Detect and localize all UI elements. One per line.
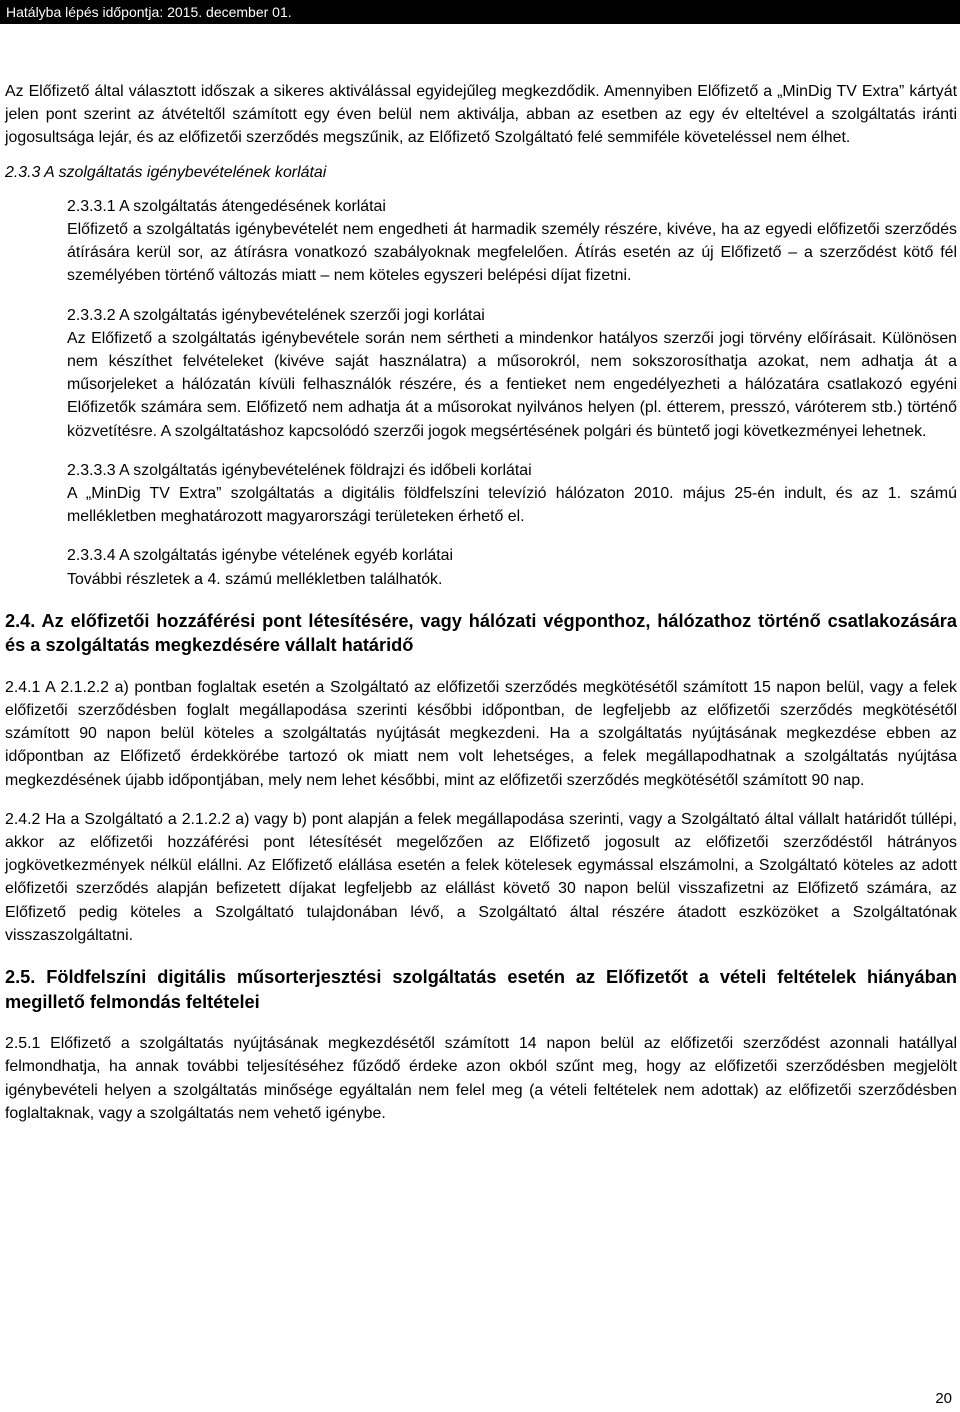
- document-content: [5, 80, 957, 1125]
- item-2-3-3-3-heading: 2.3.3.3 A szolgáltatás igénybevételének földrajzi és időbeli korlátai: [67, 461, 532, 479]
- section-2-3-3-title: 2.3.3 A szolgáltatás igénybevételének korlátai: [5, 163, 327, 181]
- item-2-3-3-4-paragraph: További részletek a 4. számú mellékletben találhatók.: [67, 570, 443, 588]
- paragraph-2-4-2: 2.4.2 Ha a Szolgáltató a 2.1.2.2 a) vagy b) pont alapján a felek megállapodása szerinti, vagy a Szolgáltató által vállalt határidőt túllépi, akkor az előfizetői hozzáférési pont létesítését megelőzően az Előfizető jogosult az előfizetői szerződéstől hátrányos jogkövetkezmények nélkül elállni. Az Előfizető elállása esetén a felek kötelesek egymással elszámolni, a Szolgáltató köteles az adott előfizetői szerződés alapján befizetett díjakat legfeljebb az elállást követő 30 napon belül visszafizetni az Előfizető számára, az Előfizető pedig köteles a Szolgáltató tulajdonában lévő, a Szolgáltató által részére átadott eszközöket a Szolgáltatónak visszaszolgáltatni.: [5, 810, 957, 944]
- effective-date-text: Hatályba lépés időpontja: 2015. december 01.: [6, 4, 292, 20]
- item-2-3-3-1-heading: 2.3.3.1 A szolgáltatás átengedésének korlátai: [67, 197, 386, 215]
- paragraph-2-5-1: 2.5.1 Előfizető a szolgáltatás nyújtásának megkezdésétől számított 14 napon belül az előfizetői szerződést azonnali hatállyal felmondhatja, ha annak további teljesítéséhez fűződő érdeke azon okból szűnt meg, hogy az előfizetői szerződésben megjelölt igénybevételi helyen a szolgáltatás minősége egyáltalán nem felel meg (a vételi feltételek nem adottak) az előfizetői szerződésben foglaltaknak, vagy a szolgáltatás nem vehető igénybe.: [5, 1035, 957, 1122]
- paragraph-2-4-1: 2.4.1 A 2.1.2.2 a) pontban foglaltak esetén a Szolgáltató az előfizetői szerződés megkötésétől számított 15 napon belül, vagy a felek előfizetői szerződésben foglalt megállapodása szerinti későbbi időpontban, de legfeljebb az előfizetői szerződés megkötésétől számított 90 napon belül köteles a szolgáltatás nyújtását megkezdeni. Ha a szolgáltatás nyújtásának megkezdése ebben az időpontban az Előfizető érdekkörébe tartozó ok miatt nem volt lehetséges, a felek megállapodhatnak a szolgáltatás nyújtása megkezdésének újabb időpontjában, mely nem lehet későbbi, mint az előfizetői szerződés megkötésétől számított 90 nap.: [5, 678, 957, 789]
- item-2-3-3-3-paragraph: A „MinDig TV Extra” szolgáltatás a digitális földfelszíni televízió hálózaton 2010. május 25-én indult, és az 1. számú mellékletben meghatározott magyarországi területeken érhető el.: [67, 485, 957, 526]
- intro-paragraph: Az Előfizető által választott időszak a sikeres aktiválással egyidejűleg megkezdődik. Amennyiben Előfizető a „MinDig TV Extra” kártyát jelen pont szerint az átvételtől számított egy éven belül nem aktiválja, abban az esetben az egy év elteltével a szolgáltatás iránti jogosultsága lejár, és az előfizetői szerződés megszűnik, az Előfizető Szolgáltató felé semmiféle követeléssel nem élhet.: [5, 83, 957, 147]
- section-2-5-title: 2.5. Földfelszíni digitális műsorterjesztési szolgáltatás esetén az Előfizetőt a vételi feltételek hiányában megillető felmondás feltételei: [5, 967, 957, 1012]
- item-2-3-3-2-heading: 2.3.3.2 A szolgáltatás igénybevételének szerzői jogi korlátai: [67, 306, 485, 324]
- effective-date-header: [0, 0, 960, 24]
- page-number: 20: [935, 1390, 952, 1407]
- item-2-3-3-1-paragraph: Előfizető a szolgáltatás igénybevételét nem engedheti át harmadik személy részére, kivéve, ha az egyedi előfizetői szerződés átírására kerül sor, az átírásra vonatkozó szabályoknak megfelelően. Átírás esetén az új Előfizető – a szerződést kötő fél személyében történő változás miatt – nem köteles egyszeri belépési díjat fizetni.: [67, 221, 957, 285]
- section-2-3-3-body: [5, 184, 957, 591]
- section-2-4-title: 2.4. Az előfizetői hozzáférési pont létesítésére, vagy hálózati végponthoz, hálózathoz történő csatlakozására és a szolgáltatás megkezdésére vállalt határidő: [5, 610, 957, 656]
- item-2-3-3-4-heading: 2.3.3.4 A szolgáltatás igénybe vételének egyéb korlátai: [67, 547, 454, 565]
- item-2-3-3-2-paragraph: Az Előfizető a szolgáltatás igénybevétele során nem sértheti a mindenkor hatályos szerzői jogi törvény előírásait. Különösen nem készíthet felvételeket (kivéve saját használatra) a műsorokról, nem sokszorosíthatja azokat, nem adhatja át a műsorjeleket a hálózatán kívüli felhasználók részére, és a fentieket nem engedélyezheti a hálózatára csatlakozó egyéni Előfizetők számára sem. Előfizető nem adhatja át a műsorokat nyilvános helyen (pl. étterem, presszó, váróterem stb.) történő közvetítésre. A szolgáltatáshoz kapcsolódó szerzői jogok megsértésének polgári és büntető jogi következményei lehetnek.: [67, 329, 957, 440]
